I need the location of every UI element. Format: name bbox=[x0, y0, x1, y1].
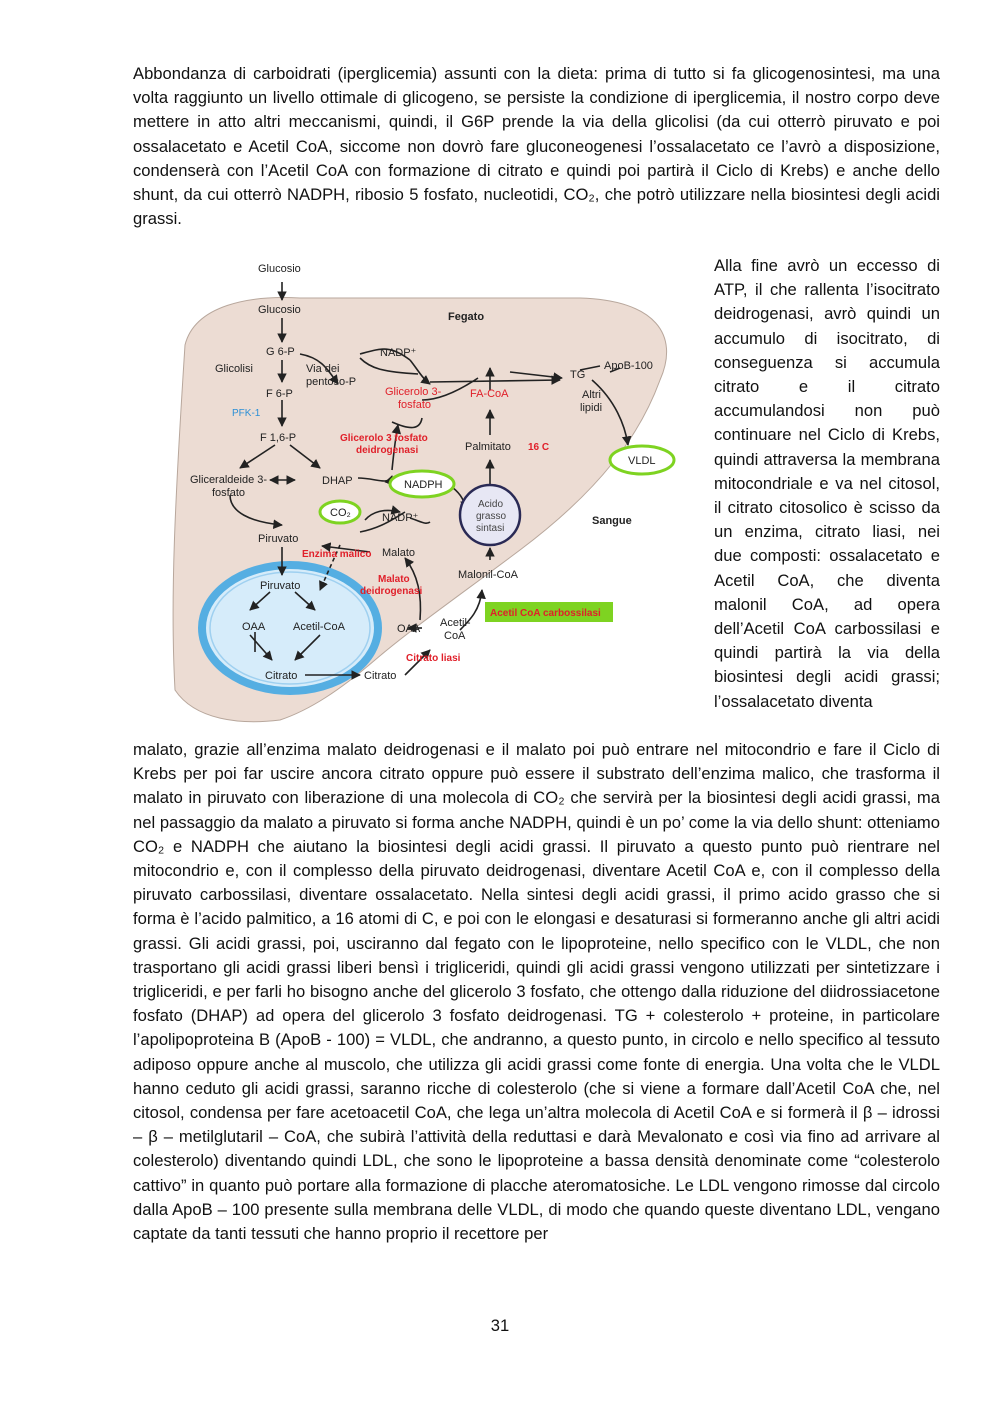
label-malonil: Malonil-CoA bbox=[458, 569, 518, 581]
label-g3pdh-1: Glicerolo 3 fosfato bbox=[340, 433, 428, 444]
label-acido: Acido bbox=[478, 499, 504, 510]
label-g6p: G 6-P bbox=[266, 346, 295, 358]
label-co2: CO₂ bbox=[330, 507, 351, 519]
label-pentoso-p: pentoso-P bbox=[306, 376, 357, 388]
label-oaa-cyto: OAA bbox=[397, 623, 421, 635]
label-vldl: VLDL bbox=[628, 455, 656, 467]
paragraph-intro: Abbondanza di carboidrati (iperglicemia) assunti con la dieta: prima di tutto si fa glicogenosintesi, ma una volta raggiunto un livello ottimale di glicogeno, se persiste la condizione di iperglicemia, il nostro corpo deve mettere in atto altri meccanismi, quindi, il G6P prende la via della glicolisi (da cui otterrò piruvato e poi ossalacetato e Acetil CoA, siccome non dovrò fare gluconeogenesi l’ossalacetato ce l’avrò a disposizione, condenserà con l’Acetil CoA con formazione di citrato e quindi poi partirà il Ciclo di Krebs) e anche dello shunt, da cui otterrò NADPH, ribosio 5 fosfato, nucleotidi, CO₂, che potrò utilizzare nella biosintesi degli acidi grassi. bbox=[133, 64, 940, 229]
label-acc: Acetil CoA carbossilasi bbox=[490, 608, 601, 619]
label-citrato-liasi: Citrato liasi bbox=[406, 653, 461, 664]
label-tg: TG bbox=[570, 369, 586, 381]
label-citrato-mito: Citrato bbox=[265, 670, 298, 682]
label-malato-dh-1: Malato bbox=[378, 574, 410, 585]
label-enzima-malico: Enzima malico bbox=[302, 549, 372, 560]
label-oaa-mito: OAA bbox=[242, 621, 266, 633]
label-glicerolo3-1: Glicerolo 3- bbox=[385, 386, 442, 398]
label-malato-dh-2: deidrogenasi bbox=[360, 586, 423, 597]
label-via-dei: Via dei bbox=[306, 363, 340, 375]
label-sintasi: sintasi bbox=[476, 523, 505, 534]
label-16c: 16 C bbox=[528, 442, 550, 453]
label-glucosio: Glucosio bbox=[258, 304, 301, 316]
label-acetilcoa-mito: Acetil-CoA bbox=[293, 621, 345, 633]
label-nadph: NADPH bbox=[404, 479, 443, 491]
label-f16p: F 1,6-P bbox=[260, 432, 297, 444]
label-apob100: ApoB-100 bbox=[604, 360, 653, 372]
label-nadp-plus-bottom: NADP⁺ bbox=[382, 512, 419, 524]
label-glucosio-top: Glucosio bbox=[258, 263, 301, 275]
label-malato: Malato bbox=[382, 547, 416, 559]
label-g3pdh-2: deidrogenasi bbox=[356, 445, 419, 456]
label-piruvato-mito: Piruvato bbox=[260, 580, 301, 592]
label-palmitato: Palmitato bbox=[465, 441, 511, 453]
label-grasso: grasso bbox=[476, 511, 507, 522]
paragraph-side: Alla fine avrò un eccesso di ATP, il che rallenta l’isocitrato deidrogenasi, avrò quindi un accumulo di isocitrato, di conseguenza si accumula citrato e il citrato accumulandosi non può continuare nel Ciclo di Krebs, quindi attraversa la membrana mitocondriale e va nel citosol, il citrato citosolico è scisso da un enzima, citrato liasi, nei due composti: ossalacetato e Acetil CoA, che diventa malonil CoA, ad opera dell’Acetil CoA carbossilasi e quindi partirà la via della biosintesi degli acidi grassi; l’ossalacetato diventa bbox=[714, 256, 940, 711]
label-fegato: Fegato bbox=[448, 311, 485, 323]
liver-metabolism-diagram bbox=[160, 250, 690, 740]
label-nadp-plus-top: NADP⁺ bbox=[380, 347, 417, 359]
label-glicerolo3-2: fosfato bbox=[398, 399, 432, 411]
label-acetil-1: Acetil- bbox=[440, 617, 471, 629]
label-gliceraldeide-1: Gliceraldeide 3- bbox=[190, 474, 268, 486]
label-piruvato-cyto: Piruvato bbox=[258, 533, 299, 545]
label-acetil-2: CoA bbox=[444, 630, 466, 642]
label-facoa: FA-CoA bbox=[470, 388, 509, 400]
page-number: 31 bbox=[490, 1316, 510, 1335]
label-altri-2: lipidi bbox=[580, 402, 603, 414]
label-glicolisi: Glicolisi bbox=[215, 363, 253, 375]
label-sangue: Sangue bbox=[592, 515, 632, 527]
label-dhap: DHAP bbox=[322, 475, 353, 487]
label-citrato-cyto: Citrato bbox=[364, 670, 397, 682]
label-f6p: F 6-P bbox=[266, 388, 293, 400]
label-gliceraldeide-2: fosfato bbox=[212, 487, 246, 499]
paragraph-main: malato, grazie all’enzima malato deidrogenasi e il malato poi può entrare nel mitocondrio e fare il Ciclo di Krebs per poi far uscire ancora citrato oppure può essere il substrato dell’enzima malico, che trasforma il malato in piruvato con liberazione di una molecola di CO₂ che servirà per la biosintesi degli acidi grassi, ma nel passaggio da malato a piruvato si forma anche NADPH, quindi è un po’ come la via dello shunt: otteniamo CO₂ e NADPH che aiutano la biosintesi degli acidi grassi. Il piruvato a questo punto può rientrare nel mitocondrio e, con il complesso della piruvato deidrogenasi, diventare Acetil CoA e, con il complesso della piruvato carbossilasi, diventare ossalacetato. Nella sintesi degli acidi grassi, il primo acido grasso che si forma è l’acido palmitico, a 16 atomi di C, e poi con le elongasi e desaturasi si formeranno anche gli altri acidi grassi. Gli acidi grassi, poi, usciranno dal fegato con le lipoproteine, nello specifico con le VLDL, che non trasportano gli acidi grassi liberi bensì i trigliceridi, quindi gli acidi grassi vengono utilizzati per sintetizzare i trigliceridi, e per farli ho bisogno anche del glicerolo 3 fosfato, che ottengo dalla riduzione del diidrossiacetone fosfato (DHAP) ad opera del glicerolo 3 fosfato deidrogenasi. TG + colesterolo + proteine, in particolare l’apolipoproteina B (ApoB - 100) = VLDL, che andranno, a questo punto, in circolo e nello specifico al tessuto adiposo oppure anche al muscolo, che utilizza gli acidi grassi come fonte di energia. Una volta che le VLDL hanno ceduto gli acidi grassi, saranno ricche di colesterolo (che si viene a formare dall’Acetil CoA che, nel citosol, condensa per fare acetoacetil CoA, che lega un’altra molecola di Acetil CoA e si formerà il β – idrossi – β – metilglutaril – CoA, che subirà l’attività della reduttasi e darà Mevalonato e così via fino ad arrivare al colesterolo) diventando quindi LDL, che sono le lipoproteine a bassa densità denominate come “colesterolo cattivo” in quanto può portare alla formazione di placche ateromatosiche. Le LDL vengono rimosse dal circolo dalla ApoB – 100 presente sulla membrana delle VLDL, di modo che quando queste diventano LDL, vengano captate da tanti tessuti che hanno proprio il recettore per bbox=[133, 740, 940, 1244]
label-pfk1: PFK-1 bbox=[232, 408, 261, 419]
label-altri-1: Altri bbox=[582, 389, 601, 401]
